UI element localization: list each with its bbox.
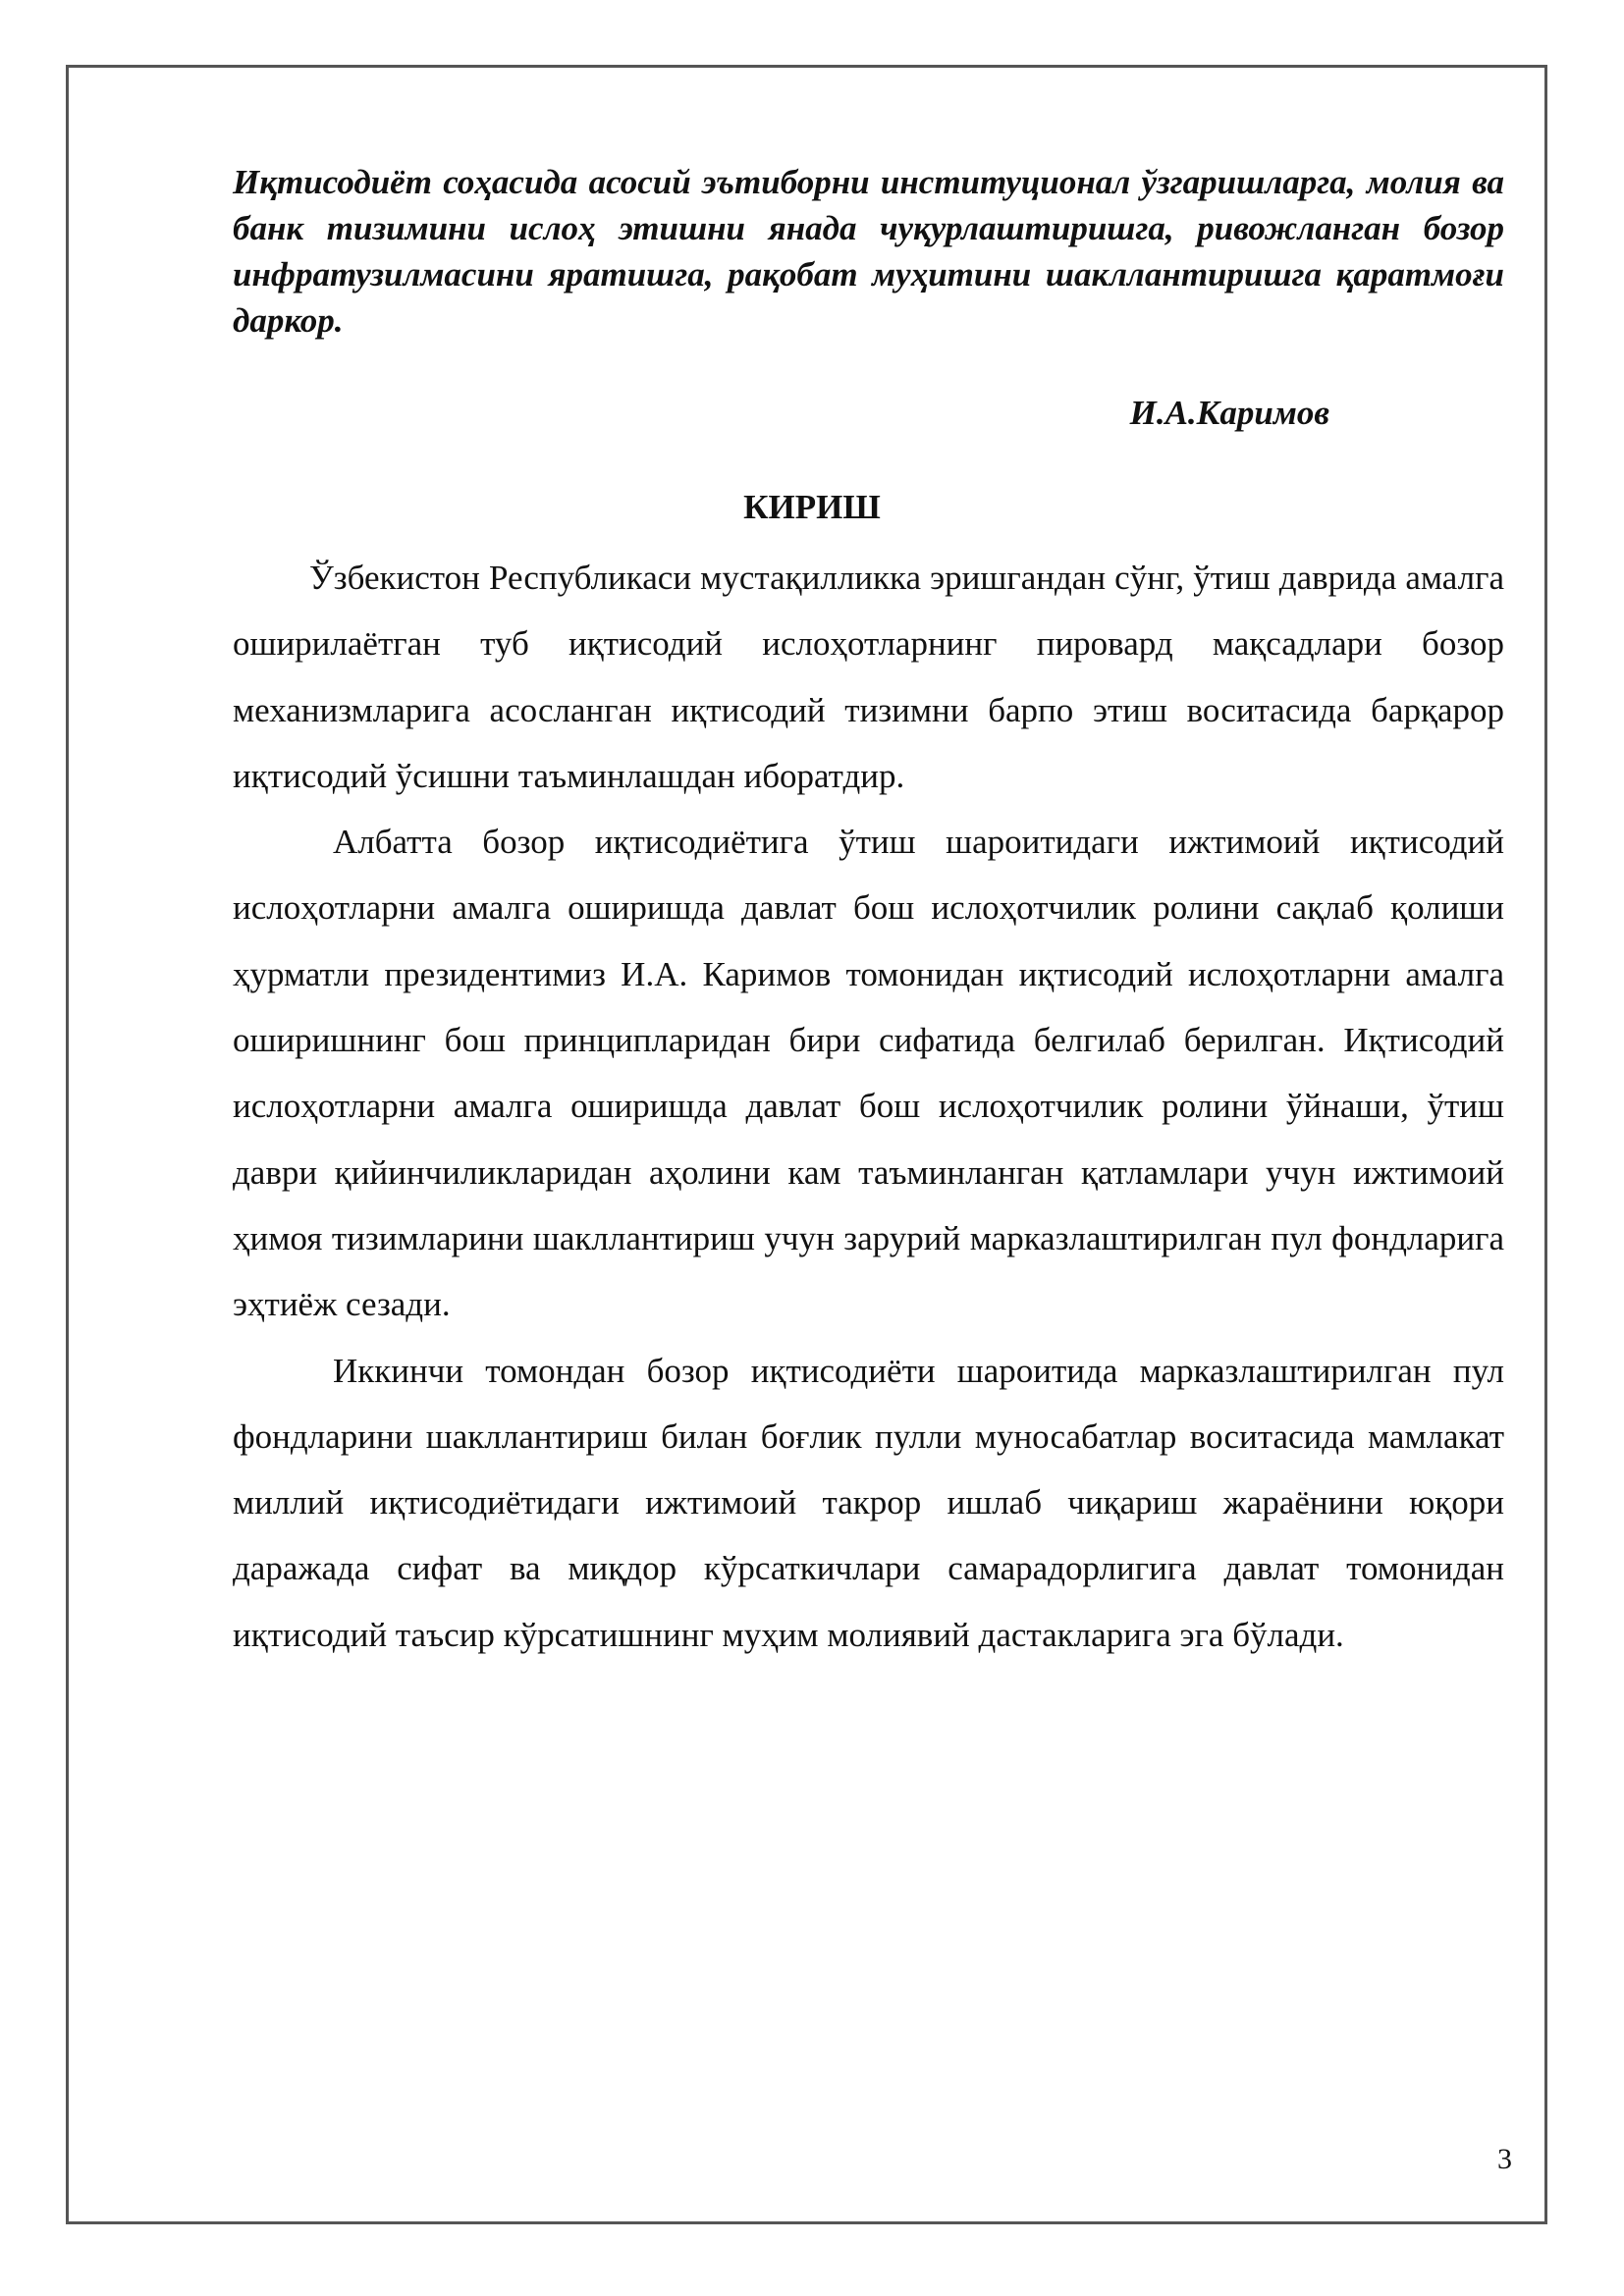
section-title: КИРИШ bbox=[743, 488, 881, 526]
body-text bbox=[233, 545, 1504, 1668]
paragraph-1: Ўзбекистон Республикаси мустақилликка эришгандан сўнг, ўтиш даврида амалга оширилаётган туб иқтисодий ислоҳотларнинг пировард мақсадлари бозор механизмларига асосланган иқтисодий тизимни барпо этиш воситасида барқарор иқтисодий ўсишни таъминлашдан иборатдир. bbox=[233, 559, 1504, 795]
epigraph-author: И.А.Каримов bbox=[1129, 394, 1329, 432]
paragraph-2: Албатта бозор иқтисодиётига ўтиш шароитидаги ижтимоий иқтисодий ислоҳотларни амалга оширишда давлат бош ислоҳотчилик ролини сақлаб қолиши ҳурматли президентимиз И.А. Каримов томонидан иқтисодий ислоҳотларни амалга оширишнинг бош принципларидан бири сифатида белгилаб берилган. Иқтисодий ислоҳотларни амалга оширишда давлат бош ислоҳотчилик ролини ўйнаши, ўтиш даври қийинчиликларидан аҳолини кам таъминланган қатламлари учун ижтимоий ҳимоя тизимларини шакллантириш учун зарурий марказлаштирилган пул фондларига эҳтиёж сезади. bbox=[233, 823, 1504, 1324]
paragraph-3: Иккинчи томондан бозор иқтисодиёти шароитида марказлаштирилган пул фондларини шакллантириш билан боғлик пулли муносабатлар воситасида мамлакат миллий иқтисодиётидаги ижтимоий такрор ишлаб чиқариш жараёнини юқори даражада сифат ва миқдор кўрсаткичлари самарадорлигига давлат томонидан иқтисодий таъсир кўрсатишнинг муҳим молиявий дастакларига эга бўлади. bbox=[233, 1351, 1504, 1654]
epigraph-quote: Иқтисодиёт соҳасида асосий эътиборни институционал ўзгаришларга, молия ва банк тизимини ислоҳ этишни янада чуқурлаштиришга, ривожланган бозор инфратузилмасини яратишга, рақобат муҳитини шакллантиришга қаратмоғи даркор. bbox=[233, 163, 1504, 340]
page-number: 3 bbox=[1497, 2143, 1512, 2175]
